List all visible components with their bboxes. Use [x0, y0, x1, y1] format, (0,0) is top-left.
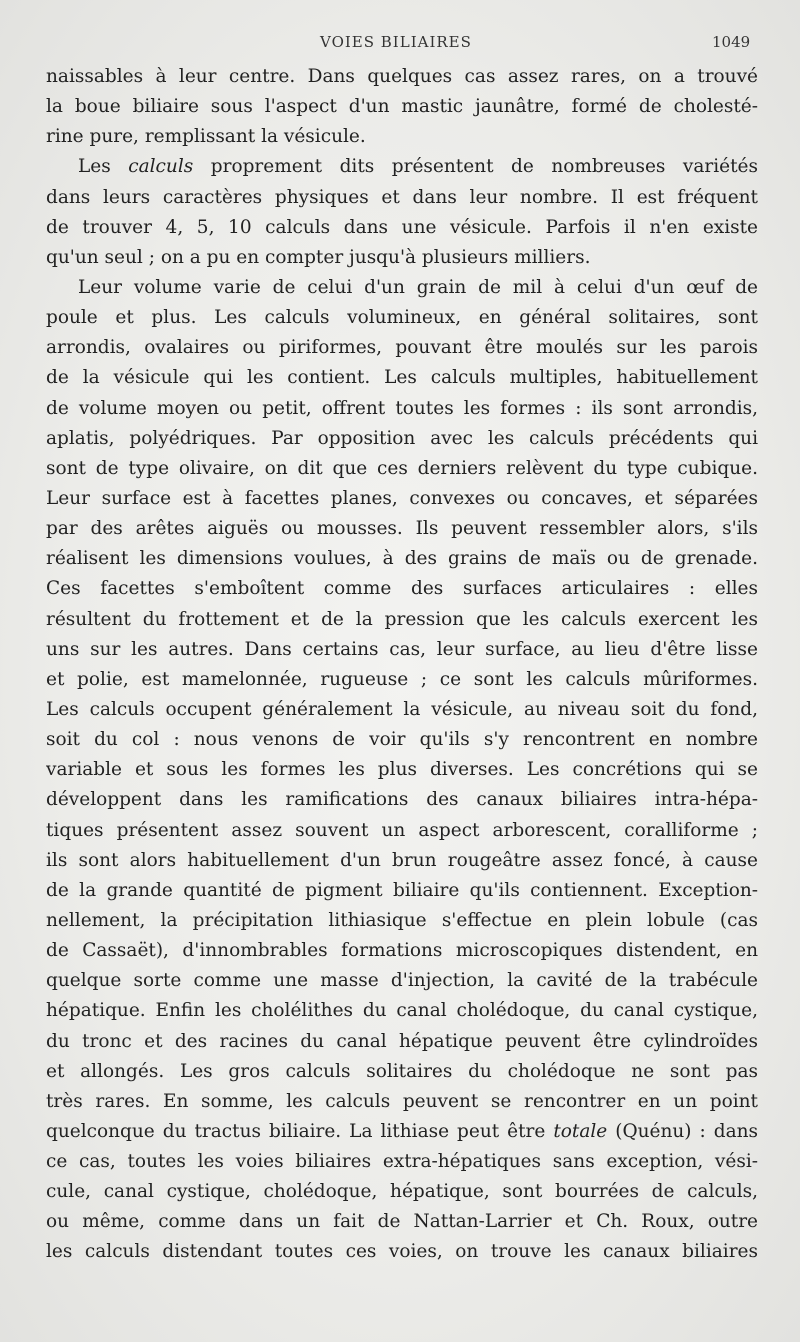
text-line	[46, 152, 758, 182]
emphasis-calculs: calculs	[128, 156, 194, 178]
text-line: réalisent les dimensions voulues, à des grains de maïs ou de grenade.	[46, 548, 758, 570]
text-line: de trouver 4, 5, 10 calculs dans une vésicule. Parfois il n'en existe	[46, 216, 758, 238]
text-line: soit du col : nous venons de voir qu'ils s'y rencontrent en nombre	[46, 729, 758, 751]
text-line: et allongés. Les gros calculs solitaires du cholédoque ne sont pas	[46, 1060, 758, 1082]
text-line: développent dans les ramifications des canaux biliaires intra-hépa-	[46, 789, 758, 811]
text-line: ce cas, toutes les voies biliaires extra-hépatiques sans exception, vési-	[46, 1151, 758, 1173]
text-line: sont de type olivaire, on dit que ces derniers relèvent du type cubique.	[46, 457, 758, 479]
text-line: ou même, comme dans un fait de Nattan-Larrier et Ch. Roux, outre	[46, 1211, 758, 1233]
text-line: de la grande quantité de pigment biliaire qu'ils contiennent. Exception-	[46, 879, 758, 901]
text-line: arrondis, ovalaires ou piriformes, pouvant être moulés sur les parois	[46, 337, 758, 359]
text-line: poule et plus. Les calculs volumineux, en général solitaires, sont	[46, 307, 758, 329]
text-line: la boue biliaire sous l'aspect d'un mastic jaunâtre, formé de cholesté-	[46, 96, 758, 118]
text-line: uns sur les autres. Dans certains cas, leur surface, au lieu d'être lisse	[46, 638, 758, 660]
text-line: naissables à leur centre. Dans quelques cas assez rares, on a trouvé	[46, 66, 758, 87]
text-line: quelque sorte comme une masse d'injection, la cavité de la trabécule	[46, 970, 758, 992]
text-line: du tronc et des racines du canal hépatique peuvent être cylindroïdes	[46, 1030, 758, 1052]
text-run: proprement dits présentent de nombreuses variétés	[193, 156, 758, 178]
text-line: de volume moyen ou petit, offrent toutes les formes : ils sont arrondis,	[46, 397, 758, 419]
text-line: dans leurs caractères physiques et dans leur nombre. Il est fréquent	[46, 186, 758, 208]
text-line: Leur surface est à facettes planes, convexes ou concaves, et séparées	[46, 487, 758, 509]
text-line: résultent du frottement et de la pression que les calculs exercent les	[46, 608, 758, 630]
text-line: Les calculs occupent généralement la vésicule, au niveau soit du fond,	[46, 698, 758, 720]
text-line	[46, 1117, 758, 1147]
running-title: VOIES BILIAIRES	[320, 33, 472, 51]
text-run: Les	[78, 156, 129, 178]
text-line: de Cassaët), d'innombrables formations microscopiques distendent, en	[46, 940, 758, 962]
text-line: cule, canal cystique, cholédoque, hépatique, sont bourrées de calculs,	[46, 1181, 758, 1203]
text-line: de la vésicule qui les contient. Les calculs multiples, habituellement	[46, 367, 758, 389]
text-run: (Quénu) : dans	[607, 1120, 758, 1142]
body-text	[46, 62, 758, 1268]
text-line: hépatique. Enfin les cholélithes du canal cholédoque, du canal cystique,	[46, 1000, 758, 1022]
text-line: rine pure, remplissant la vésicule.	[46, 126, 366, 148]
text-line: nellement, la précipitation lithiasique s'effectue en plein lobule (cas	[46, 909, 758, 931]
text-line: très rares. En somme, les calculs peuvent se rencontrer en un point	[46, 1090, 758, 1112]
text-line: Leur volume varie de celui d'un grain de mil à celui d'un œuf de	[78, 276, 758, 298]
text-line: qu'un seul ; on a pu en compter jusqu'à plusieurs milliers.	[46, 246, 591, 268]
page-number: 1049	[712, 33, 751, 51]
text-line: variable et sous les formes les plus diverses. Les concrétions qui se	[46, 759, 758, 781]
text-line: les calculs distendant toutes ces voies, on trouve les canaux biliaires	[46, 1241, 758, 1263]
text-line: tiques présentent assez souvent un aspect arborescent, coralliforme ;	[46, 819, 758, 841]
page-header	[0, 33, 800, 57]
text-run: quelconque du tractus biliaire. La lithiase peut être	[46, 1120, 554, 1142]
text-line: ils sont alors habituellement d'un brun rougeâtre assez foncé, à cause	[46, 849, 758, 871]
text-line: et polie, est mamelonnée, rugueuse ; ce sont les calculs mûriformes.	[46, 668, 758, 690]
text-line: aplatis, polyédriques. Par opposition avec les calculs précédents qui	[46, 427, 758, 449]
emphasis-totale: totale	[553, 1120, 608, 1142]
text-line: Ces facettes s'emboîtent comme des surfaces articulaires : elles	[46, 578, 758, 600]
text-line: par des arêtes aiguës ou mousses. Ils peuvent ressembler alors, s'ils	[46, 518, 758, 540]
